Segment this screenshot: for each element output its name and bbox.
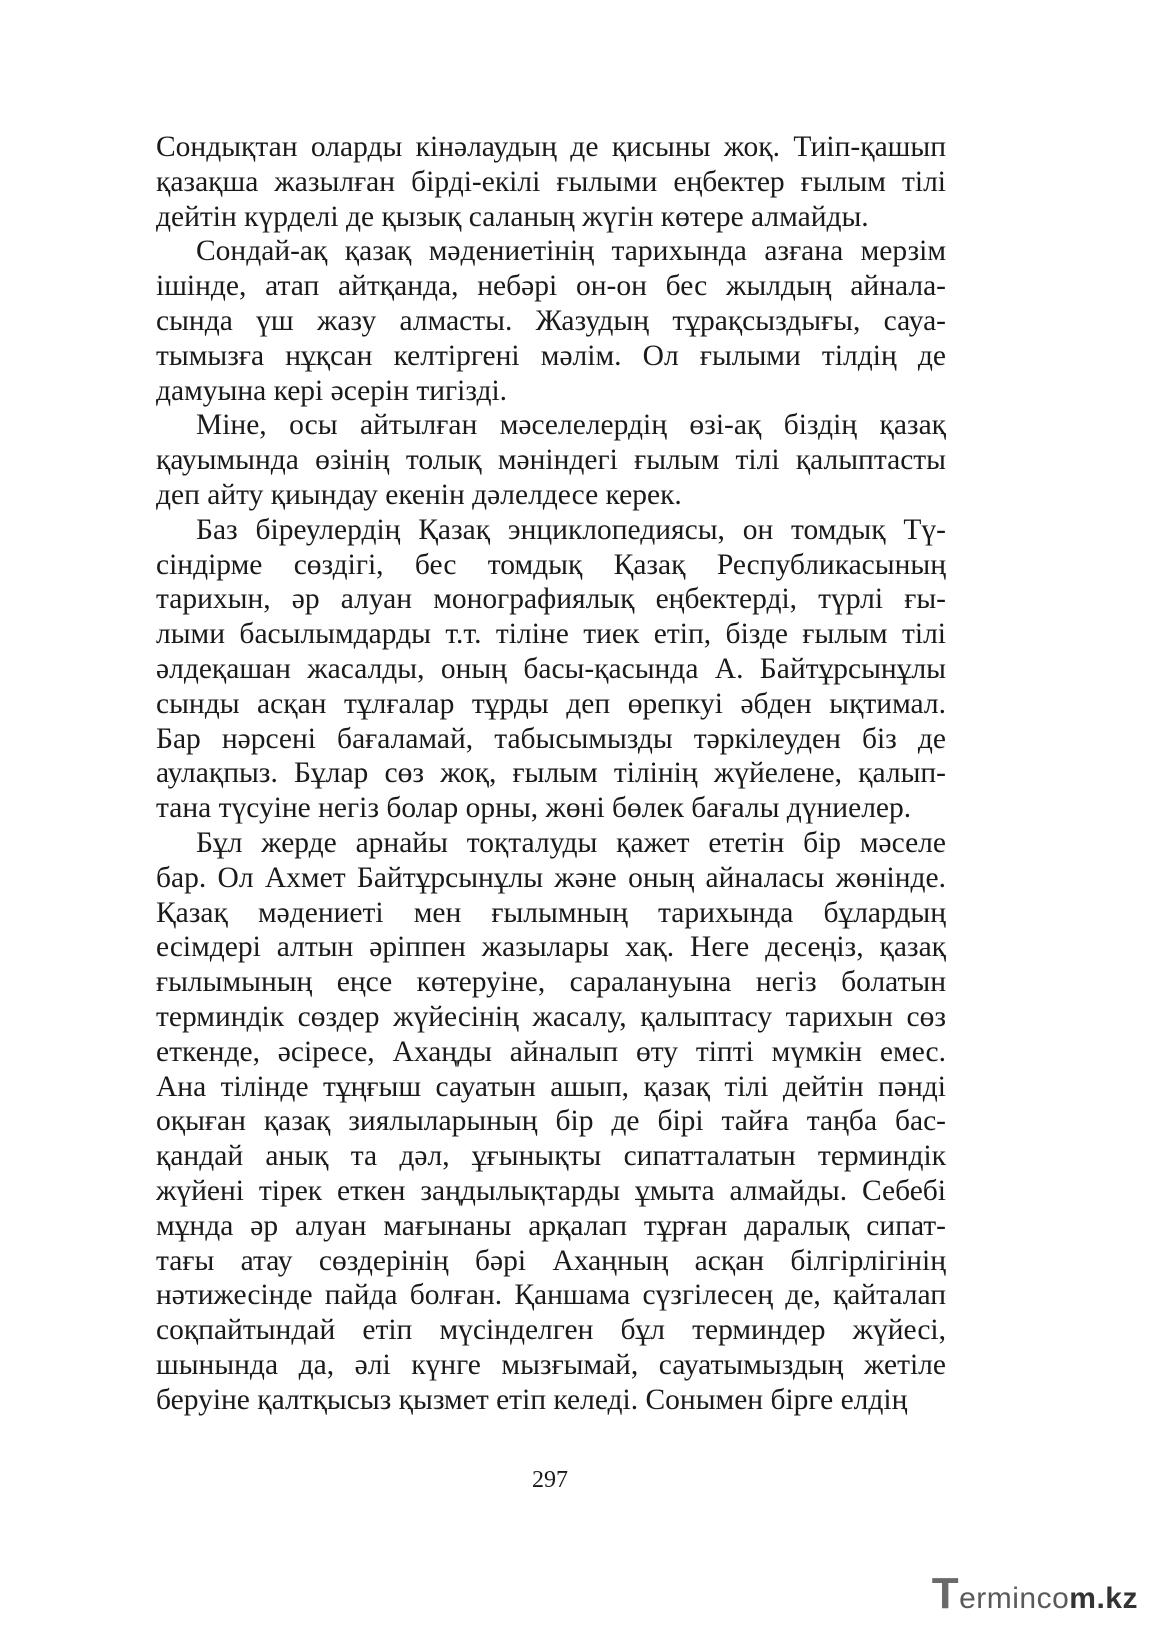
watermark-o: o xyxy=(1052,1582,1070,1615)
text-line: оқыған қазақ зиялыларының бір де бірі тайға таңба бас- xyxy=(156,1105,946,1138)
text-line: нәтижесінде пайда болған. Қаншама сүзгілесең де, қайталап xyxy=(156,1279,946,1312)
text-line: әлдеқашан жасалды, оның басы-қасында А. Байтұрсынұлы xyxy=(156,652,946,685)
text-line: терминдік сөздер жүйесінің жасалу, қалыптасу тарихын сөз xyxy=(156,1000,946,1033)
text-line: дейтін күрделі де қызық саланың жүгін көтере алмайды. xyxy=(156,200,869,233)
watermark-initial: T xyxy=(931,1569,960,1618)
text-line: соқпайтындай етіп мүсінделген бұл терминдер жүйесі, xyxy=(156,1314,946,1347)
text-line: сында үш жазу алмасты. Жазудың тұрақсыздығы, сауа- xyxy=(156,304,946,337)
text-line: Бар нәрсені бағаламай, табысымызды тәркілеуден біз де xyxy=(156,722,946,755)
paragraph xyxy=(156,130,946,234)
text-line: тарихын, әр алуан монографиялық еңбектерді, түрлі ғы- xyxy=(156,583,946,616)
text-line: қауымында өзінің толық мәніндегі ғылым тілі қалыптасты xyxy=(156,444,946,477)
watermark-middle: erminc xyxy=(959,1582,1053,1615)
text-line: ішінде, атап айтқанда, небәрі он-он бес жылдың айнала- xyxy=(156,270,946,303)
text-line: шынында да, әлі күнге мызғымай, сауатымыздың жетіле xyxy=(156,1348,946,1381)
text-line: тағы атау сөздерінің бәрі Ахаңның асқан білгірлігінің xyxy=(156,1244,946,1277)
page-body xyxy=(156,130,946,1417)
text-line: есімдері алтын әріппен жазылары хақ. Неге десеңіз, қазақ xyxy=(156,931,946,964)
text-line: сынды асқан тұлғалар тұрды деп өрепкуі әбден ықтимал. xyxy=(156,687,946,720)
text-line: деп айту қиындау екенін дәлелдесе керек. xyxy=(156,478,682,511)
text-line: тана түсуіне негіз болар орны, жөні бөлек бағалы дүниелер. xyxy=(156,792,912,825)
paragraph xyxy=(156,826,946,1418)
text-line: қазақша жазылған бірді-екілі ғылыми еңбектер ғылым тілі xyxy=(156,165,946,198)
text-line: дамуына кері әсерін тигізді. xyxy=(156,374,508,407)
text-line: сіндірме сөздігі, бес томдық Қазақ Республикасының xyxy=(156,548,946,581)
text-line: қандай анық та дәл, ұғынықты сипатталатын терминдік xyxy=(156,1140,946,1173)
text-line: аулақпыз. Бұлар сөз жоқ, ғылым тілінің жүйелене, қалып- xyxy=(156,757,946,790)
text-line: Ана тілінде тұңғыш сауатын ашып, қазақ тілі дейтін пәнді xyxy=(156,1070,946,1103)
watermark-logo xyxy=(932,1569,1138,1619)
paragraph xyxy=(156,234,946,408)
text-line: беруіне қалтқысыз қызмет етіп келеді. Сонымен бірге елдің xyxy=(156,1383,908,1416)
text-line: Баз біреулердің Қазақ энциклопедиясы, он томдық Тү- xyxy=(196,513,946,546)
text-line: мұнда әр алуан мағынаны арқалап тұрған даралық сипат- xyxy=(156,1209,946,1242)
text-line: жүйені тірек еткен заңдылықтарды ұмыта алмайды. Себебі xyxy=(156,1174,946,1207)
text-line: Сондықтан оларды кінәлаудың де қисыны жоқ. Тиіп-қашып xyxy=(156,131,946,163)
text-line: Міне, осы айтылған мәселелердің өзі-ақ біздің қазақ xyxy=(196,409,946,442)
paragraph xyxy=(156,513,946,826)
text-line: Сондай-ақ қазақ мәдениетінің тарихында азғана мерзім xyxy=(196,235,946,268)
watermark-end: m.kz xyxy=(1069,1582,1138,1615)
text-line: лыми басылымдарды т.т. тіліне тиек етіп, бізде ғылым тілі xyxy=(156,618,946,651)
text-line: тымызға нұқсан келтіргені мәлім. Ол ғылыми тілдің де xyxy=(156,339,946,372)
text-line: еткенде, әсіресе, Ахаңды айналып өту тіпті мүмкін емес. xyxy=(156,1035,946,1068)
page-number: 297 xyxy=(532,1467,568,1493)
text-line: Бұл жерде арнайы тоқталуды қажет ететін бір мәселе xyxy=(196,826,946,859)
text-line: ғылымының еңсе көтеруіне, саралануына негіз болатын xyxy=(156,966,946,999)
text-line: бар. Ол Ахмет Байтұрсынұлы және оның айналасы жөнінде. xyxy=(156,861,946,894)
paragraph xyxy=(156,408,946,512)
text-line: Қазақ мәдениеті мен ғылымның тарихында бұлардың xyxy=(156,896,946,929)
